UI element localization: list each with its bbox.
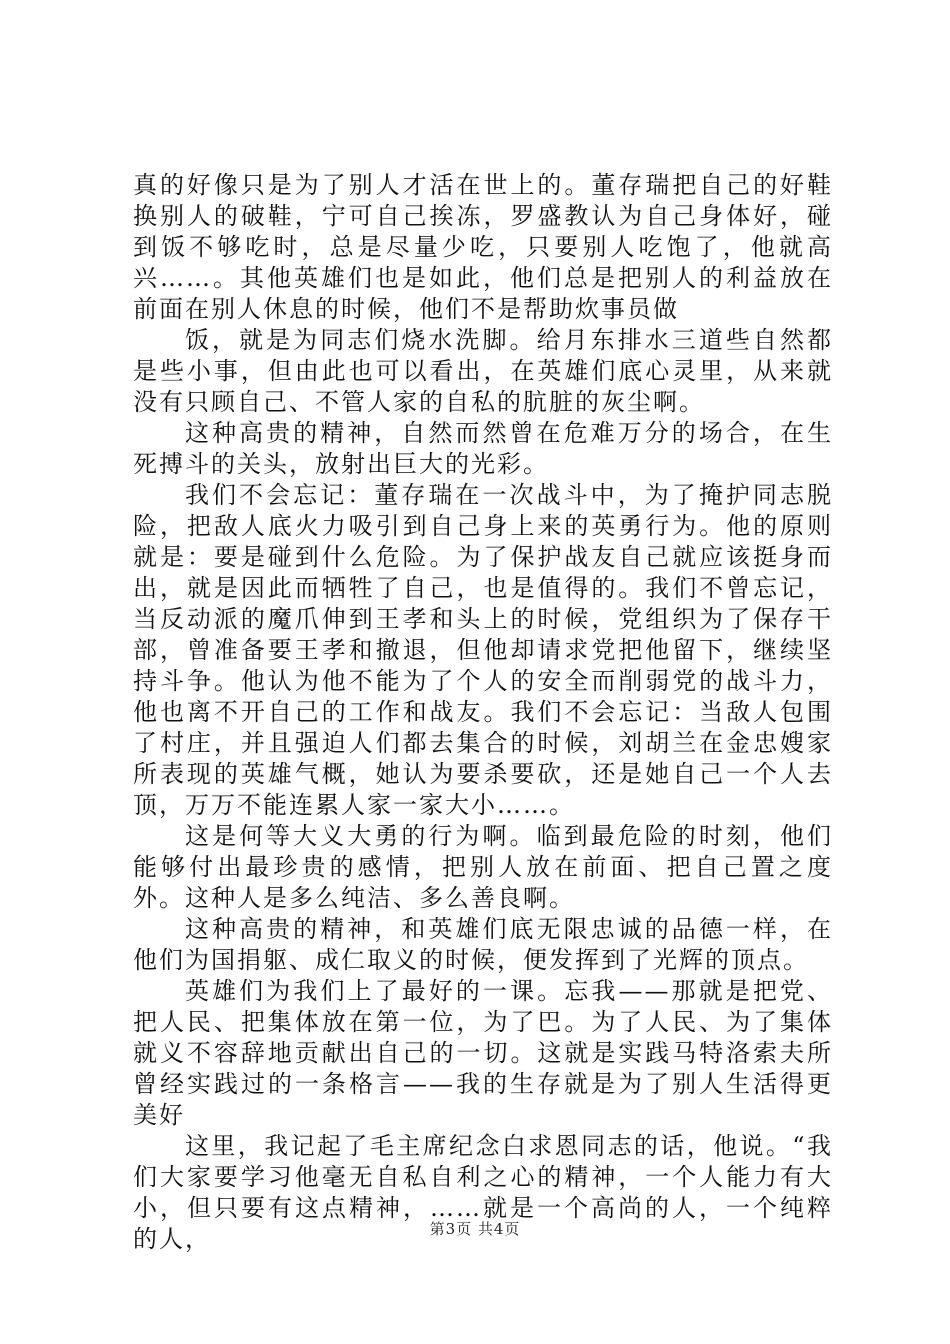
paragraph-8: 这里，我记起了毛主席纪念白求恩同志的话，他说。“我们大家要学习他毫无自私自利之心的精神，一个人能力有大小，但只要有这点精神，……就是一个高尚的人，一个纯粹的人， [133, 1132, 833, 1253]
page-footer: 第3页 共4页 [429, 1220, 521, 1238]
paragraph-6: 这种高贵的精神，和英雄们底无限忠诚的品德一样，在他们为国捐躯、成仁取义的时候，便发挥到了光辉的顶点。 [133, 915, 833, 974]
document-body [133, 170, 833, 1255]
paragraph-1: 真的好像只是为了别人才活在世上的。董存瑞把自己的好鞋换别人的破鞋，宁可自己挨冻，罗盛教认为自己身体好，碰到饭不够吃时，总是尽量少吃，只要别人吃饱了，他就高兴……。其他英雄们也是如此，他们总是把别人的利益放在前面在别人休息的时候，他们不是帮助炊事员做 [133, 171, 833, 323]
paragraph-3: 这种高贵的精神，自然而然曾在危难万分的场合，在生死搏斗的关头，放射出巨大的光彩。 [133, 419, 833, 478]
paragraph-5: 这是何等大义大勇的行为啊。临到最危险的时刻，他们能够付出最珍贵的感情，把别人放在前面、把自己置之度外。这种人是多么纯洁、多么善良啊。 [133, 822, 833, 912]
paragraph-7: 英雄们为我们上了最好的一课。忘我——那就是把党、把人民、把集体放在第一位，为了巴。为了人民、为了集体就义不容辞地贡献出自己的一切。这就是实践马特洛索夫所曾经实践过的一条格言——我的生存就是为了别人生活得更美好 [133, 977, 833, 1129]
paragraph-4: 我们不会忘记：董存瑞在一次战斗中，为了掩护同志脱险，把敌人底火力吸引到自己身上来的英勇行为。他的原则就是：要是碰到什么危险。为了保护战友自己就应该挺身而出，就是因此而牺牲了自己，也是值得的。我们不曾忘记，当反动派的魔爪伸到王孝和头上的时候，党组织为了保存干部，曾准备要王孝和撤退，但他却请求党把他留下，继续坚持斗争。他认为他不能为了个人的安全而削弱党的战斗力，他也离不开自己的工作和战友。我们不会忘记：当敌人包围了村庄，并且强迫人们都去集合的时候，刘胡兰在金忠嫂家所表现的英雄气概，她认为要杀要砍，还是她自己一个人去顶，万万不能连累人家一家大小……。 [133, 481, 833, 819]
paragraph-2: 饭，就是为同志们烧水洗脚。给月东排水三道些自然都是些小事，但由此也可以看出，在英雄们底心灵里，从来就没有只顾自己、不管人家的自私的肮脏的灰尘啊。 [133, 326, 833, 416]
